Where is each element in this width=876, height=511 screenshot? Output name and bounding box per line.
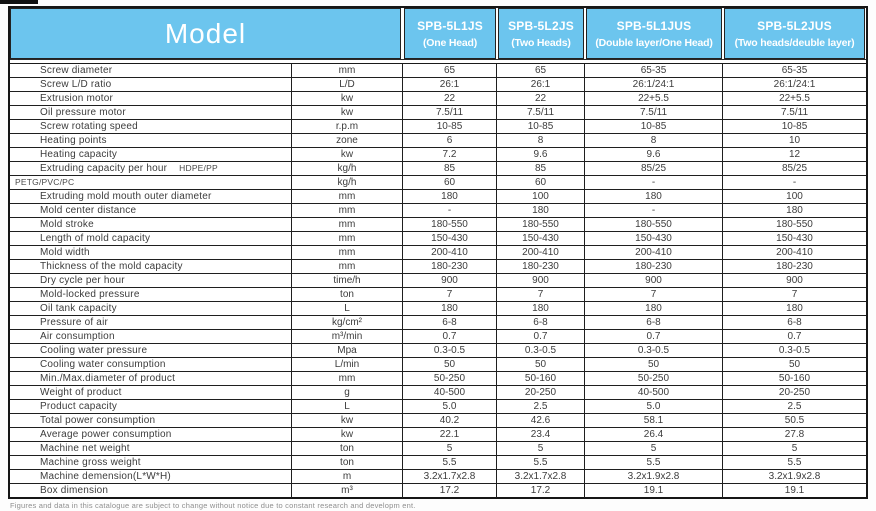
column-header-spb-5l2jus (724, 8, 865, 59)
spec-value: 9.6 (585, 148, 723, 161)
spec-value: 200-410 (776, 247, 813, 258)
table-row (10, 330, 866, 344)
spec-value: 0.7 (403, 330, 497, 343)
spec-value: 3.2x1.9x2.8 (768, 471, 821, 482)
spec-value: 85/25 (585, 162, 723, 175)
spec-value: - (792, 177, 797, 188)
spec-label: Min./Max.diameter of product (10, 372, 292, 385)
spec-unit: ton (292, 442, 403, 455)
spec-value: 180 (497, 204, 585, 217)
spec-value: 50-250 (585, 372, 723, 385)
table-row (10, 106, 866, 120)
column-subtitle: (Two Heads) (511, 36, 571, 49)
spec-value: 7 (585, 288, 723, 301)
spec-label: Oil tank capacity (10, 302, 292, 315)
spec-label: Screw diameter (10, 64, 292, 77)
spec-value: 22.1 (403, 428, 497, 441)
spec-label: Thickness of the mold capacity (10, 260, 292, 273)
spec-value: 40-500 (585, 386, 723, 399)
spec-label: Mold center distance (10, 204, 292, 217)
spec-value: 900 (786, 275, 803, 286)
spec-value: 65-35 (585, 64, 723, 77)
spec-value: 50-250 (403, 372, 497, 385)
spec-label: Heating points (10, 134, 292, 147)
spec-unit: mm (292, 260, 403, 273)
spec-label: Oil pressure motor (10, 106, 292, 119)
spec-label: Heating capacity (10, 148, 292, 161)
spec-value: 58.1 (585, 414, 723, 427)
spec-value: 900 (403, 274, 497, 287)
spec-value: 180-230 (776, 261, 813, 272)
table-row (10, 358, 866, 372)
spec-value: 2.5 (497, 400, 585, 413)
table-row (10, 470, 866, 484)
spec-unit: kw (292, 414, 403, 427)
spec-value: 180 (497, 302, 585, 315)
table-row (10, 456, 866, 470)
spec-value: 85 (403, 162, 497, 175)
column-subtitle: (Double layer/One Head) (595, 36, 713, 49)
spec-unit: L (292, 302, 403, 315)
spec-value: 180-550 (403, 218, 497, 231)
table-row (10, 78, 866, 92)
spec-unit: m (292, 470, 403, 483)
spec-value: 10 (788, 135, 801, 146)
spec-unit: r.p.m (292, 120, 403, 133)
spec-value: 5.5 (403, 456, 497, 469)
spec-label: Mold stroke (10, 218, 292, 231)
table-row (10, 134, 866, 148)
spec-value: 7.5/11 (403, 106, 497, 119)
spec-unit: g (292, 386, 403, 399)
spec-unit: kg/cm² (292, 316, 403, 329)
spec-value: 50-160 (778, 373, 811, 384)
spec-unit: kw (292, 428, 403, 441)
table-row (10, 232, 866, 246)
spec-value: 40-500 (403, 386, 497, 399)
spec-value: 2.5 (787, 401, 802, 412)
table-row (10, 442, 866, 456)
spec-value: 19.1 (585, 484, 723, 498)
table-row (10, 260, 866, 274)
spec-value: 5 (403, 442, 497, 455)
spec-value: 6-8 (585, 316, 723, 329)
spec-value: 180-550 (585, 218, 723, 231)
spec-value: - (403, 204, 497, 217)
spec-value: 3.2x1.9x2.8 (585, 470, 723, 483)
spec-value: 10-85 (585, 120, 723, 133)
column-name: SPB-5L2JS (508, 18, 574, 33)
spec-value: 0.7 (497, 330, 585, 343)
spec-value: 26.4 (585, 428, 723, 441)
spec-label: Total power consumption (10, 414, 292, 427)
spec-value: 7.5/11 (497, 106, 585, 119)
spec-value: 6-8 (497, 316, 585, 329)
spec-value: 23.4 (497, 428, 585, 441)
spec-value: - (585, 204, 723, 217)
column-header-spb-5l2js (498, 8, 584, 59)
table-row (10, 386, 866, 400)
spec-value: 40.2 (403, 414, 497, 427)
spec-value: 22 (497, 92, 585, 105)
spec-value: 180-550 (776, 219, 813, 230)
table-row (10, 204, 866, 218)
spec-value: 200-410 (585, 246, 723, 259)
spec-value: 17.2 (497, 484, 585, 498)
spec-value: 180 (585, 190, 723, 203)
spec-value: 0.3-0.5 (403, 344, 497, 357)
table-row (10, 120, 866, 134)
spec-value: 10-85 (403, 120, 497, 133)
column-header-spb-5l1js (404, 8, 496, 59)
spec-value: 8 (497, 134, 585, 147)
spec-unit: kw (292, 106, 403, 119)
table-row (10, 176, 866, 190)
table-row (10, 414, 866, 428)
spec-value: 85 (497, 162, 585, 175)
spec-value: 5 (585, 442, 723, 455)
spec-value: 180 (585, 302, 723, 315)
footer-note: Figures and data in this catalogue are subject to change without notice due to constant research and developm ent. (10, 501, 416, 510)
spec-value: 200-410 (497, 246, 585, 259)
spec-value: 5 (791, 443, 798, 454)
spec-label: Machine net weight (10, 442, 292, 455)
spec-label: Cooling water pressure (10, 344, 292, 357)
table-row (10, 288, 866, 302)
spec-table (8, 6, 868, 499)
spec-value: 3.2x1.7x2.8 (497, 470, 585, 483)
spec-label: Cooling water consumption (10, 358, 292, 371)
spec-value: 60 (497, 176, 585, 189)
spec-value: 7.5/11 (585, 106, 723, 119)
spec-unit: mm (292, 218, 403, 231)
spec-value: 180 (403, 190, 497, 203)
spec-label: Extrusion motor (10, 92, 292, 105)
spec-value: 65 (403, 64, 497, 77)
spec-value: 85/25 (781, 163, 808, 174)
spec-value: 60 (403, 176, 497, 189)
table-row (10, 64, 866, 78)
column-name: SPB-5L1JUS (616, 18, 692, 33)
spec-value: 180 (786, 303, 803, 314)
spec-label: Product capacity (10, 400, 292, 413)
spec-value: 26:1 (497, 78, 585, 91)
spec-value: 5.0 (585, 400, 723, 413)
spec-value: 10-85 (781, 121, 808, 132)
spec-label: PETG/PVC/PC (10, 176, 292, 189)
spec-value: 26:1/24:1 (773, 79, 816, 90)
table-row (10, 92, 866, 106)
spec-value: 900 (497, 274, 585, 287)
column-name: SPB-5L1JS (417, 18, 483, 33)
spec-value: 0.7 (787, 331, 802, 342)
spec-value: 7.2 (403, 148, 497, 161)
spec-value: 150-430 (497, 232, 585, 245)
spec-unit: Mpa (292, 344, 403, 357)
spec-value: 17.2 (403, 484, 497, 498)
spec-value: 200-410 (403, 246, 497, 259)
column-subtitle: (Two heads/deuble layer) (734, 36, 855, 49)
spec-unit: L/min (292, 358, 403, 371)
spec-unit: L/D (292, 78, 403, 91)
spec-sublabel: HDPE/PP (179, 163, 218, 173)
table-row (10, 400, 866, 414)
column-name: SPB-5L2JUS (757, 18, 832, 33)
model-header-cell (10, 8, 401, 59)
spec-value: 7.5/11 (780, 107, 809, 118)
spec-value: 180-230 (497, 260, 585, 273)
spec-value: 5 (497, 442, 585, 455)
spec-label: Extruding capacity per hour HDPE/PP (10, 162, 292, 175)
spec-value: 100 (786, 191, 803, 202)
spec-unit: m³ (292, 484, 403, 498)
spec-value: 7 (403, 288, 497, 301)
spec-unit: mm (292, 204, 403, 217)
spec-unit: kg/h (292, 162, 403, 175)
table-row (10, 372, 866, 386)
spec-label: Machine gross weight (10, 456, 292, 469)
spec-label: Average power consumption (10, 428, 292, 441)
spec-label: Mold width (10, 246, 292, 259)
spec-value: 50 (585, 358, 723, 371)
spec-value: 26:1/24:1 (585, 78, 723, 91)
table-row (10, 316, 866, 330)
spec-value: 7 (497, 288, 585, 301)
spec-unit: mm (292, 246, 403, 259)
spec-label: Mold-locked pressure (10, 288, 292, 301)
column-subtitle: (One Head) (422, 36, 477, 49)
table-row (10, 218, 866, 232)
spec-unit: mm (292, 372, 403, 385)
table-row (10, 302, 866, 316)
spec-unit: kw (292, 148, 403, 161)
table-header (10, 8, 866, 60)
spec-value: 7 (791, 289, 798, 300)
spec-value: 65 (497, 64, 585, 77)
spec-value: 20-250 (778, 387, 811, 398)
spec-value: 3.2x1.7x2.8 (403, 470, 497, 483)
spec-value: 22+5.5 (779, 93, 810, 104)
spec-value: 50.5 (784, 415, 805, 426)
spec-value: 180-230 (403, 260, 497, 273)
spec-value: 150-430 (585, 232, 723, 245)
spec-value: 65-35 (781, 65, 808, 76)
spec-unit: kg/h (292, 176, 403, 189)
spec-value: 5.5 (787, 457, 802, 468)
spec-value: 27.8 (784, 429, 805, 440)
table-row (10, 162, 866, 176)
spec-value: 50 (788, 359, 801, 370)
spec-label: Box dimension (10, 484, 292, 498)
spec-value: 50 (403, 358, 497, 371)
spec-value: 6 (403, 134, 497, 147)
table-row (10, 344, 866, 358)
spec-value: 12 (788, 149, 801, 160)
spec-value: 0.3-0.5 (497, 344, 585, 357)
spec-value: 180 (403, 302, 497, 315)
spec-value: 6-8 (403, 316, 497, 329)
spec-unit: ton (292, 456, 403, 469)
spec-label: Air consumption (10, 330, 292, 343)
spec-value: 19.1 (784, 485, 805, 496)
spec-label: Machine demension(L*W*H) (10, 470, 292, 483)
spec-value: 900 (585, 274, 723, 287)
scan-artifact (0, 0, 38, 4)
spec-unit: zone (292, 134, 403, 147)
table-row (10, 274, 866, 288)
spec-unit: mm (292, 64, 403, 77)
spec-value: 26:1 (403, 78, 497, 91)
column-header-spb-5l1jus (586, 8, 722, 59)
spec-unit: mm (292, 190, 403, 203)
spec-label: Pressure of air (10, 316, 292, 329)
table-row (10, 148, 866, 162)
table-body (10, 63, 866, 498)
spec-value: 100 (497, 190, 585, 203)
table-row (10, 484, 866, 498)
spec-value: 180-550 (497, 218, 585, 231)
spec-value: 8 (585, 134, 723, 147)
spec-value: 10-85 (497, 120, 585, 133)
table-row (10, 428, 866, 442)
spec-value: 5.5 (585, 456, 723, 469)
spec-value: 0.7 (585, 330, 723, 343)
spec-label: Length of mold capacity (10, 232, 292, 245)
spec-value: 180-230 (585, 260, 723, 273)
spec-unit: L (292, 400, 403, 413)
spec-value: 180 (786, 205, 803, 216)
spec-value: 9.6 (497, 148, 585, 161)
model-header-label: Model (164, 17, 247, 49)
spec-value: 6-8 (787, 317, 802, 328)
spec-label: Dry cycle per hour (10, 274, 292, 287)
spec-unit: time/h (292, 274, 403, 287)
spec-value: 150-430 (776, 233, 813, 244)
table-row (10, 246, 866, 260)
spec-value: 42.6 (497, 414, 585, 427)
spec-unit: mm (292, 232, 403, 245)
spec-value: 50 (497, 358, 585, 371)
spec-label: Extruding mold mouth outer diameter (10, 190, 292, 203)
spec-value: - (585, 176, 723, 189)
spec-value: 22 (403, 92, 497, 105)
table-row (10, 190, 866, 204)
spec-value: 20-250 (497, 386, 585, 399)
spec-unit: kw (292, 92, 403, 105)
spec-value: 22+5.5 (585, 92, 723, 105)
spec-unit: ton (292, 288, 403, 301)
spec-value: 5.5 (497, 456, 585, 469)
spec-label: Screw L/D ratio (10, 78, 292, 91)
spec-value: 150-430 (403, 232, 497, 245)
spec-value: 50-160 (497, 372, 585, 385)
spec-label: Screw rotating speed (10, 120, 292, 133)
spec-unit: m³/min (292, 330, 403, 343)
spec-label: Weight of product (10, 386, 292, 399)
spec-value: 0.3-0.5 (778, 345, 811, 356)
spec-value: 5.0 (403, 400, 497, 413)
spec-value: 0.3-0.5 (585, 344, 723, 357)
